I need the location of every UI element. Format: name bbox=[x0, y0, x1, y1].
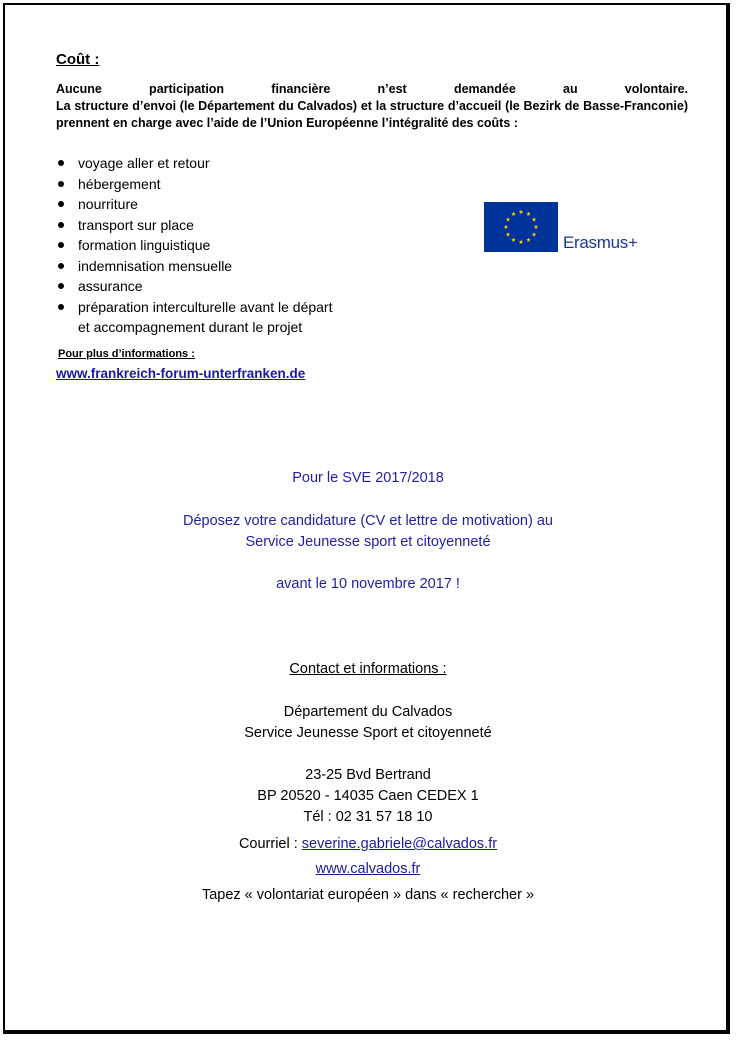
contact-title: Contact et informations : bbox=[289, 661, 447, 677]
contact-phone: Tél : 02 31 57 18 10 bbox=[303, 809, 433, 825]
list-item: indemnisation mensuelle bbox=[56, 256, 386, 277]
list-item: nourriture bbox=[56, 194, 386, 215]
bullet-icon bbox=[58, 263, 64, 269]
cost-paragraph-1: Aucune participation financière n’est demandée au volontaire. bbox=[56, 82, 688, 96]
call-line-2: Déposez votre candidature (CV et lettre de motivation) au bbox=[183, 513, 553, 529]
contact-address-2: BP 20520 - 14035 Caen CEDEX 1 bbox=[257, 788, 479, 804]
contact-email-line bbox=[0, 836, 736, 852]
contact-address-1: 23-25 Bvd Bertrand bbox=[305, 767, 431, 783]
eu-star-icon bbox=[532, 232, 537, 236]
erasmus-logo-text: Erasmus+ bbox=[563, 233, 638, 252]
contact-org-1: Département du Calvados bbox=[283, 704, 453, 720]
eu-star-icon bbox=[526, 238, 531, 242]
bullet-icon bbox=[58, 201, 64, 207]
eu-star-icon bbox=[511, 238, 516, 242]
eu-star-icon bbox=[526, 212, 531, 216]
eu-star-icon bbox=[534, 225, 539, 229]
bullet-icon bbox=[58, 242, 64, 248]
eu-star-icon bbox=[532, 217, 537, 221]
cost-list bbox=[56, 153, 386, 338]
cost-heading: Coût : bbox=[56, 51, 100, 68]
list-item: hébergement bbox=[56, 174, 386, 195]
list-item: assurance bbox=[56, 276, 386, 297]
eu-star-icon bbox=[511, 212, 516, 216]
eu-star-icon bbox=[506, 217, 511, 221]
bullet-icon bbox=[58, 304, 64, 310]
call-line-1: Pour le SVE 2017/2018 bbox=[292, 470, 444, 486]
bullet-icon bbox=[58, 160, 64, 166]
bullet-icon bbox=[58, 222, 64, 228]
search-hint: Tapez « volontariat européen » dans « rechercher » bbox=[201, 887, 535, 903]
list-item: préparation interculturelle avant le départ bbox=[56, 297, 386, 318]
eu-star-icon bbox=[519, 210, 524, 214]
list-item: transport sur place bbox=[56, 215, 386, 236]
eu-star-icon bbox=[519, 240, 524, 244]
eu-star-icon bbox=[506, 232, 511, 236]
email-link[interactable]: severine.gabriele@calvados.fr bbox=[301, 836, 498, 852]
bullet-icon bbox=[58, 283, 64, 289]
cost-paragraph-2: La structure d’envoi (le Département du Calvados) et la structure d’accueil (le Bezirk de Basse-Franconie) prennent en charge avec l’aide de l’Union Européenne l’intégralité des coûts : bbox=[56, 99, 688, 130]
bullet-icon bbox=[58, 181, 64, 187]
more-info-label: Pour plus d’informations : bbox=[58, 348, 195, 360]
contact-org-2: Service Jeunesse Sport et citoyenneté bbox=[244, 725, 492, 741]
calvados-website-link[interactable]: www.calvados.fr bbox=[315, 861, 421, 877]
deadline-line: avant le 10 novembre 2017 ! bbox=[276, 576, 460, 592]
email-label: Courriel : bbox=[238, 836, 302, 852]
website-line bbox=[0, 861, 736, 877]
frankreich-forum-link[interactable]: www.frankreich-forum-unterfranken.de bbox=[56, 366, 306, 381]
list-item: voyage aller et retour bbox=[56, 153, 386, 174]
list-item: formation linguistique bbox=[56, 235, 386, 256]
call-line-3: Service Jeunesse sport et citoyenneté bbox=[245, 534, 491, 550]
list-item-continuation: et accompagnement durant le projet bbox=[78, 319, 303, 335]
eu-flag-icon bbox=[484, 202, 558, 252]
eu-star-icon bbox=[504, 225, 509, 229]
